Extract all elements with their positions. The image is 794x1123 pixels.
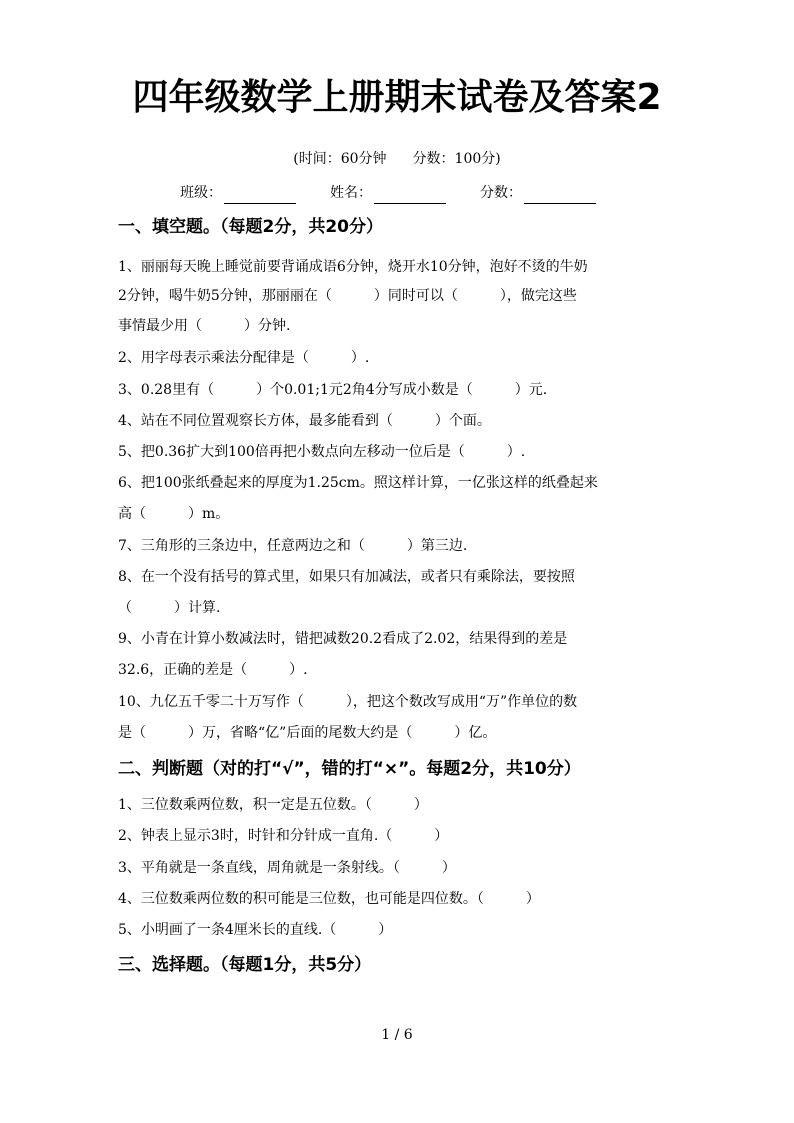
question-line: 32.6，正确的差是（ ）. <box>118 662 308 678</box>
class-field <box>180 182 296 204</box>
question-line: 8、在一个没有括号的算式里，如果只有加减法，或者只有乘除法，要按照 <box>118 569 575 585</box>
question-line: 3、0.28里有（ ）个0.01;1元2角4分写成小数是（ ）元. <box>118 382 548 398</box>
question-line: 5、把0.36扩大到100倍再把小数点向左移动一位后是（ ）. <box>118 444 526 460</box>
exam-time: (时间：60分钟 <box>293 151 387 167</box>
score-label: 分数： <box>480 185 522 201</box>
question-line: 4、三位数乘两位数的积可能是三位数，也可能是四位数。（ ） <box>118 891 540 907</box>
class-label: 班级： <box>180 185 222 201</box>
name-blank <box>374 187 446 204</box>
question-line: 事情最少用（ ）分钟. <box>118 318 291 334</box>
question-line: 7、三角形的三条边中，任意两边之和（ ）第三边. <box>118 538 468 554</box>
question-line: 是（ ）万，省略“亿”后面的尾数大约是（ ）亿。 <box>118 725 497 741</box>
name-field <box>330 182 446 204</box>
question-line: 5、小明画了一条4厘米长的直线.（ ） <box>118 922 393 938</box>
score-blank <box>524 187 596 204</box>
question-line: 2分钟，喝牛奶5分钟，那丽丽在（ ）同时可以（ ），做完这些 <box>118 288 577 304</box>
question-line: 9、小青在计算小数减法时，错把减数20.2看成了2.02，结果得到的差是 <box>118 631 568 647</box>
document-title: 四年级数学上册期末试卷及答案2 <box>132 77 662 118</box>
question-line: （ ）计算. <box>118 600 221 616</box>
score-field <box>480 182 596 204</box>
question-line: 3、平角就是一条直线，周角就是一条射线。（ ） <box>118 860 456 876</box>
question-line: 4、站在不同位置观察长方体，最多能看到（ ）个面。 <box>118 413 491 429</box>
exam-info <box>0 148 794 170</box>
question-line: 1、丽丽每天晚上睡觉前要背诵成语6分钟，烧开水10分钟，泡好不烫的牛奶 <box>118 259 588 275</box>
page-number: 1 / 6 <box>381 1027 413 1043</box>
question-line: 2、用字母表示乘法分配律是（ ）. <box>118 350 370 366</box>
section-heading-fill-in: 一、填空题。（每题2分，共20分） <box>118 217 383 237</box>
class-blank <box>224 187 296 204</box>
question-line: 1、三位数乘两位数，积一定是五位数。（ ） <box>118 797 428 813</box>
student-info-row <box>180 182 596 204</box>
question-line: 6、把100张纸叠起来的厚度为1.25cm。照这样计算，一亿张这样的纸叠起来 <box>118 475 598 491</box>
exam-score: 分数：100分) <box>412 151 501 167</box>
question-line: 10、九亿五千零二十万写作（ ），把这个数改写成用“万”作单位的数 <box>118 694 578 710</box>
name-label: 姓名： <box>330 185 372 201</box>
section-heading-true-false: 二、判断题（对的打“√”，错的打“×”。每题2分，共10分） <box>118 759 581 779</box>
section-heading-multiple-choice: 三、选择题。（每题1分，共5分） <box>118 955 372 975</box>
question-line: 高（ ）m。 <box>118 506 230 522</box>
question-line: 2、钟表上显示3时，时针和分针成一直角.（ ） <box>118 828 449 844</box>
